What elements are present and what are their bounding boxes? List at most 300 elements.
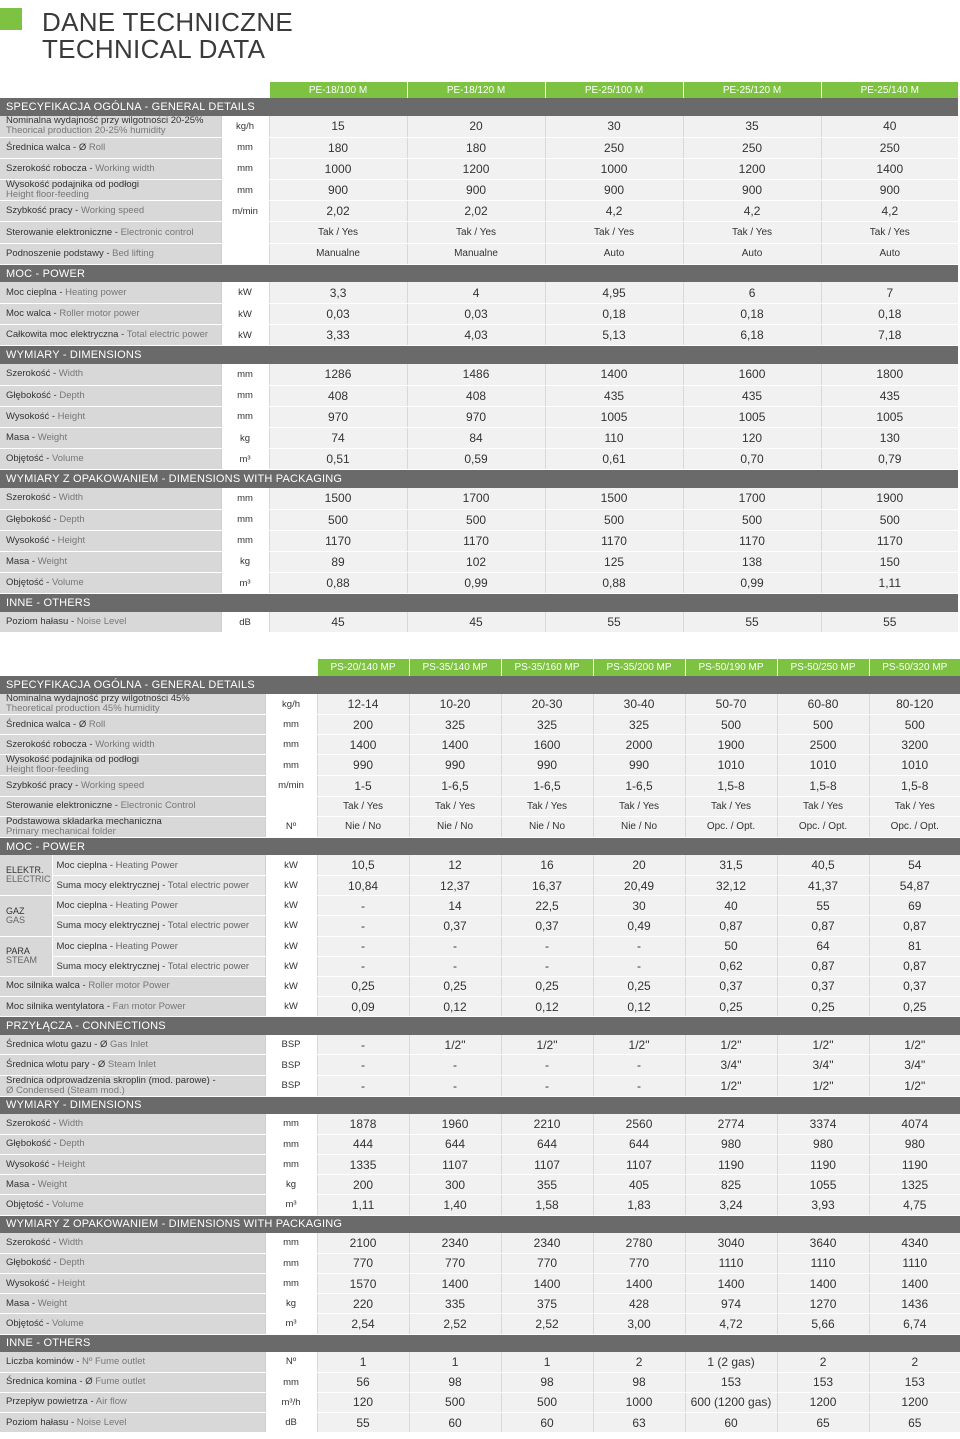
spec-label: [0, 1195, 265, 1215]
spec-label: [52, 916, 265, 936]
spec-value: 1,5-8: [869, 776, 960, 796]
spec-row: [0, 916, 960, 936]
spec-value: Nie / No: [501, 816, 593, 837]
spec-value: 41,37: [777, 875, 869, 895]
spec-value: 1/2": [685, 1075, 777, 1096]
spec-value: -: [593, 936, 685, 956]
spec-label-en: Working width: [95, 738, 155, 750]
spec-value: 1/2": [593, 1035, 685, 1055]
spec-value: 1400: [409, 1273, 501, 1293]
spec-label-en: Heating Power: [115, 900, 178, 912]
spec-value: 4074: [869, 1114, 960, 1134]
spec-value: 0,88: [269, 573, 407, 594]
spec-value: 7,18: [821, 325, 958, 346]
spec-value: 2,52: [501, 1314, 593, 1334]
spec-row: [0, 137, 958, 158]
spec-value: 2,02: [269, 201, 407, 222]
spec-label-pl: Nominalna wydajność przy wilgotności 20-25%: [6, 116, 204, 127]
spec-value: Opc. / Opt.: [685, 816, 777, 837]
spec-label: [0, 1253, 265, 1273]
spec-row: [0, 896, 960, 916]
spec-value: 1: [501, 1352, 593, 1372]
spec-value: 1005: [683, 406, 821, 427]
spec-value: 1570: [317, 1273, 409, 1293]
spec-unit: mm: [265, 715, 317, 735]
spec-row: [0, 282, 958, 303]
spec-value: 0,51: [269, 449, 407, 470]
page-title-pl: DANE TECHNICZNE: [42, 7, 294, 37]
spec-value: Tak / Yes: [317, 796, 409, 816]
spec-label: [0, 694, 265, 715]
spec-value: 408: [407, 385, 545, 406]
spec-value: 30: [593, 896, 685, 916]
spec-unit: mm: [221, 180, 269, 201]
spec-value: 6,18: [683, 325, 821, 346]
spec-value: Tak / Yes: [407, 222, 545, 243]
spec-value: -: [593, 1075, 685, 1096]
spec-label-pl: Średnica komina - Ø: [6, 1376, 96, 1388]
spec-label-en: Working speed: [80, 205, 145, 217]
spec-label: [0, 406, 221, 427]
spec-label: [0, 158, 221, 179]
spec-value: 45: [269, 612, 407, 633]
spec-unit: mm: [221, 509, 269, 530]
spec-value: 3,3: [269, 282, 407, 303]
spec-value: 120: [683, 427, 821, 448]
spec-value: 375: [501, 1294, 593, 1314]
spec-value: 2500: [777, 735, 869, 755]
spec-value: 1400: [777, 1273, 869, 1293]
spec-value: 40: [685, 896, 777, 916]
spec-unit: kW: [221, 282, 269, 303]
spec-value: 15: [269, 116, 407, 137]
spec-value: -: [409, 1075, 501, 1096]
spec-value: 250: [821, 137, 958, 158]
spec-label-en: Heating Power: [115, 940, 178, 952]
spec-label-en: Total electric power: [126, 329, 209, 341]
spec-value: 50: [685, 936, 777, 956]
spec-value: 0,25: [593, 976, 685, 996]
section-header: [0, 98, 958, 116]
spec-value: 0,79: [821, 449, 958, 470]
spec-value: -: [317, 1035, 409, 1055]
spec-row: [0, 1294, 960, 1314]
spec-value: 1878: [317, 1114, 409, 1134]
spec-value: 55: [777, 896, 869, 916]
spec-value: 1500: [269, 488, 407, 509]
spec-label-pl: Średnica wlotu pary - Ø: [6, 1059, 108, 1071]
section-title: MOC - POWER: [0, 264, 958, 282]
header-spacer: [0, 82, 269, 98]
spec-value: 3/4": [777, 1055, 869, 1075]
spec-value: 3,24: [685, 1195, 777, 1215]
spec-label: [0, 1314, 265, 1334]
spec-value: 6: [683, 282, 821, 303]
spec-label-en: Working width: [95, 162, 155, 174]
header-spacer: [0, 659, 317, 676]
spec-value: 435: [821, 385, 958, 406]
spec-label: [0, 385, 221, 406]
spec-unit: mm: [265, 1155, 317, 1175]
spec-label: [0, 1372, 265, 1392]
spec-value: 0,37: [501, 916, 593, 936]
spec-label-en: Roll: [88, 718, 106, 730]
spec-label-en: Roll: [88, 141, 106, 153]
spec-label-pl: Liczba kominów -: [6, 1355, 83, 1367]
spec-value: 153: [777, 1372, 869, 1392]
spec-label: [52, 956, 265, 976]
spec-label-en: Heating Power: [115, 859, 178, 871]
spec-value: 60-80: [777, 694, 869, 715]
spec-value: Nie / No: [409, 816, 501, 837]
section-title: WYMIARY - DIMENSIONS: [0, 1096, 960, 1114]
spec-value: 1,83: [593, 1195, 685, 1215]
spec-value: 1 (2 gas): [685, 1352, 777, 1372]
spec-value: 0,18: [545, 304, 683, 325]
spec-label-pl: Szerokość robocza -: [6, 162, 96, 174]
spec-value: Auto: [545, 243, 683, 264]
spec-value: 250: [545, 137, 683, 158]
spec-value: 1,40: [409, 1195, 501, 1215]
spec-label-pl: Moc walca -: [6, 308, 60, 320]
spec-unit: kW: [265, 976, 317, 996]
spec-row: [0, 715, 960, 735]
spec-value: 1325: [869, 1175, 960, 1195]
spec-label-pl: Głębokość -: [6, 1257, 60, 1269]
spec-value: 1055: [777, 1175, 869, 1195]
spec-value: 98: [409, 1372, 501, 1392]
spec-label-pl: Całkowita moc elektryczna -: [6, 329, 127, 341]
spec-label: [0, 530, 221, 551]
spec-value: 1800: [821, 364, 958, 385]
spec-unit: kW: [221, 325, 269, 346]
group-label-pl: PARA: [6, 946, 30, 957]
spec-unit: m³/h: [265, 1392, 317, 1412]
spec-label: [0, 1352, 265, 1372]
spec-row: [0, 222, 958, 243]
spec-value: Tak / Yes: [593, 796, 685, 816]
spec-value: 0,09: [317, 997, 409, 1017]
section-title: PRZYŁĄCZA - CONNECTIONS: [0, 1017, 960, 1035]
spec-label: [0, 715, 265, 735]
spec-value: 0,12: [501, 997, 593, 1017]
spec-value: 1400: [685, 1273, 777, 1293]
spec-value: 2,02: [407, 201, 545, 222]
spec-row: [0, 1273, 960, 1293]
spec-value: 500: [407, 509, 545, 530]
spec-value: 1005: [545, 406, 683, 427]
spec-value: 990: [593, 755, 685, 776]
spec-label-en: Height floor-feeding: [6, 764, 89, 776]
spec-label-en: Weight: [37, 432, 68, 444]
spec-value: -: [317, 896, 409, 916]
spec-value: 5,13: [545, 325, 683, 346]
spec-value: 40: [821, 116, 958, 137]
spec-value: 180: [269, 137, 407, 158]
spec-value: 54,87: [869, 875, 960, 895]
spec-value: 138: [683, 551, 821, 572]
spec-value: 1960: [409, 1114, 501, 1134]
spec-unit: BSP: [265, 1035, 317, 1055]
model-name: PE-25/140 M: [821, 82, 958, 98]
spec-value: Manualne: [407, 243, 545, 264]
spec-row: [0, 735, 960, 755]
spec-value: 0,37: [685, 976, 777, 996]
spec-row: [0, 325, 958, 346]
spec-label-en: Depth: [59, 389, 85, 401]
spec-value: 1700: [407, 488, 545, 509]
spec-row: [0, 201, 958, 222]
spec-value: 1400: [821, 158, 958, 179]
spec-label: [0, 1075, 265, 1096]
spec-label-en: Width: [58, 1117, 84, 1129]
spec-value: 60: [501, 1413, 593, 1433]
spec-value: 1400: [545, 364, 683, 385]
spec-value: 1400: [593, 1273, 685, 1293]
spec-row: [0, 573, 958, 594]
spec-unit: mm: [221, 364, 269, 385]
power-group-label: [0, 936, 52, 976]
spec-value: 0,25: [409, 976, 501, 996]
spec-label: [0, 1294, 265, 1314]
spec-row: [0, 1413, 960, 1433]
spec-label-pl: Szerokość -: [6, 492, 59, 504]
spec-value: 900: [407, 180, 545, 201]
spec-value: 55: [317, 1413, 409, 1433]
spec-label-pl: Szerokość -: [6, 1236, 59, 1248]
spec-unit: mm: [265, 1114, 317, 1134]
spec-label-pl: Objętość -: [6, 1198, 52, 1210]
spec-label: [0, 1273, 265, 1293]
spec-label: [52, 896, 265, 916]
spec-row: [0, 509, 958, 530]
spec-value: 63: [593, 1413, 685, 1433]
spec-value: 1170: [821, 530, 958, 551]
spec-value: 1400: [409, 735, 501, 755]
spec-value: 770: [409, 1253, 501, 1273]
spec-value: 770: [501, 1253, 593, 1273]
spec-value: 1: [317, 1352, 409, 1372]
spec-value: 1170: [683, 530, 821, 551]
spec-value: 0,87: [869, 956, 960, 976]
spec-value: 55: [683, 612, 821, 633]
spec-value: 125: [545, 551, 683, 572]
spec-value: 98: [593, 1372, 685, 1392]
spec-value: 1/2": [409, 1035, 501, 1055]
section-header: [0, 1017, 960, 1035]
spec-value: 1/2": [501, 1035, 593, 1055]
spec-unit: kg/h: [265, 694, 317, 715]
spec-value: 80-120: [869, 694, 960, 715]
spec-label-pl: Moc cieplna -: [56, 940, 116, 952]
spec-value: 3200: [869, 735, 960, 755]
spec-label-pl: Wysokość podajnika od podłogi: [6, 754, 139, 766]
spec-value: 0,87: [869, 916, 960, 936]
spec-value: 990: [501, 755, 593, 776]
spec-label-en: Volume: [51, 1198, 84, 1210]
spec-unit: mm: [221, 488, 269, 509]
spec-row: [0, 530, 958, 551]
spec-label-en: Height: [57, 1158, 86, 1170]
spec-label-en: Noise Level: [76, 616, 127, 628]
spec-label: [0, 325, 221, 346]
spec-label-en: Weight: [37, 555, 68, 567]
spec-value: 1170: [269, 530, 407, 551]
spec-label-en: Heating power: [65, 286, 127, 298]
spec-value: -: [409, 1055, 501, 1075]
spec-value: 0,12: [409, 997, 501, 1017]
spec-label-pl: Głębokość -: [6, 513, 60, 525]
spec-value: 1107: [501, 1155, 593, 1175]
spec-unit: kg: [265, 1175, 317, 1195]
spec-label: [0, 488, 221, 509]
spec-value: 110: [545, 427, 683, 448]
spec-label-en: Theorical production 20-25% humidity: [6, 125, 166, 137]
spec-label-en: Volume: [51, 577, 84, 589]
spec-unit: kW: [265, 896, 317, 916]
spec-value: 3374: [777, 1114, 869, 1134]
spec-label-en: Width: [58, 492, 84, 504]
spec-label: [0, 755, 265, 776]
spec-value: 81: [869, 936, 960, 956]
spec-label-pl: Szerokość -: [6, 1117, 59, 1129]
model-name: PS-20/140 MP: [317, 659, 409, 676]
spec-value: 4340: [869, 1233, 960, 1253]
spec-row: [0, 976, 960, 996]
spec-value: 31,5: [685, 855, 777, 875]
spec-value: 98: [501, 1372, 593, 1392]
spec-value: 1010: [685, 755, 777, 776]
spec-label-pl: Moc cieplna -: [56, 859, 116, 871]
spec-value: 435: [683, 385, 821, 406]
spec-row: [0, 385, 958, 406]
spec-label-pl: Wysokość podajnika od podłogi: [6, 179, 139, 191]
spec-value: 1110: [777, 1253, 869, 1273]
spec-unit: mm: [221, 158, 269, 179]
spec-label-pl: Wysokość -: [6, 410, 58, 422]
spec-value: 1,5-8: [777, 776, 869, 796]
spec-value: 1190: [777, 1155, 869, 1175]
spec-unit: [221, 222, 269, 243]
spec-value: 16: [501, 855, 593, 875]
spec-value: 2210: [501, 1114, 593, 1134]
spec-value: 325: [501, 715, 593, 735]
spec-value: 69: [869, 896, 960, 916]
spec-value: 1400: [869, 1273, 960, 1293]
spec-value: 500: [501, 1392, 593, 1412]
spec-value: 1-6,5: [501, 776, 593, 796]
spec-value: 40,5: [777, 855, 869, 875]
spec-label: [0, 282, 221, 303]
spec-value: Tak / Yes: [777, 796, 869, 816]
spec-value: 64: [777, 936, 869, 956]
model-name: PE-25/120 M: [683, 82, 821, 98]
spec-unit: kW: [265, 936, 317, 956]
spec-value: 153: [685, 1372, 777, 1392]
spec-value: 0,49: [593, 916, 685, 936]
spec-value: 0,25: [869, 997, 960, 1017]
spec-value: 20: [593, 855, 685, 875]
spec-value: 4,2: [683, 201, 821, 222]
spec-value: 325: [409, 715, 501, 735]
spec-value: 1335: [317, 1155, 409, 1175]
spec-value: -: [409, 956, 501, 976]
model-name: PE-18/120 M: [407, 82, 545, 98]
spec-label: [0, 243, 221, 264]
spec-value: -: [317, 916, 409, 936]
spec-unit: mm: [221, 385, 269, 406]
spec-row: [0, 612, 958, 633]
spec-label-pl: Poziom hałasu -: [6, 616, 77, 628]
spec-value: 1005: [821, 406, 958, 427]
spec-value: Opc. / Opt.: [777, 816, 869, 837]
spec-label-en: Total electric power: [167, 960, 250, 972]
spec-value: -: [593, 956, 685, 976]
spec-value: 32,12: [685, 875, 777, 895]
spec-label-pl: Szerokość -: [6, 368, 59, 380]
spec-unit: mm: [221, 137, 269, 158]
spec-row: [0, 776, 960, 796]
spec-label-en: Width: [58, 1236, 84, 1248]
spec-row: [0, 180, 958, 201]
spec-label: [0, 816, 265, 837]
spec-row: [0, 755, 960, 776]
spec-unit: m³: [221, 449, 269, 470]
spec-unit: mm: [265, 1253, 317, 1273]
spec-value: -: [317, 1075, 409, 1096]
spec-label: [0, 427, 221, 448]
spec-label-en: Roller motor Power: [88, 980, 170, 992]
spec-value: 220: [317, 1294, 409, 1314]
section-title: WYMIARY Z OPAKOWANIEM - DIMENSIONS WITH PACKAGING: [0, 1215, 960, 1233]
spec-value: 990: [317, 755, 409, 776]
spec-unit: mm: [265, 1372, 317, 1392]
spec-value: 0,25: [685, 997, 777, 1017]
spec-label: [0, 796, 265, 816]
spec-label: [0, 201, 221, 222]
spec-value: Auto: [683, 243, 821, 264]
spec-row: [0, 116, 958, 137]
spec-value: 0,87: [685, 916, 777, 936]
spec-label: [0, 735, 265, 755]
spec-value: 2100: [317, 1233, 409, 1253]
spec-value: 1/2": [777, 1035, 869, 1055]
section-title: WYMIARY - DIMENSIONS: [0, 346, 958, 364]
spec-label-en: Ø Condensed (Steam mod.): [6, 1084, 125, 1096]
spec-value: 1/2": [869, 1035, 960, 1055]
spec-value: 644: [593, 1134, 685, 1154]
section-title: MOC - POWER: [0, 837, 960, 855]
spec-value: 2340: [409, 1233, 501, 1253]
spec-value: 150: [821, 551, 958, 572]
spec-label-pl: Nominalna wydajność przy wilgotności 45%: [6, 694, 190, 704]
spec-value: 54: [869, 855, 960, 875]
spec-value: 3,93: [777, 1195, 869, 1215]
spec-value: 0,37: [777, 976, 869, 996]
spec-label: [0, 976, 265, 996]
spec-value: 1/2": [777, 1075, 869, 1096]
spec-label-pl: Moc silnika walca -: [6, 980, 89, 992]
spec-value: 0,99: [683, 573, 821, 594]
spec-value: -: [501, 956, 593, 976]
spec-unit: m³: [265, 1195, 317, 1215]
section-header: [0, 1215, 960, 1233]
spec-value: 65: [777, 1413, 869, 1433]
spec-value: 0,88: [545, 573, 683, 594]
spec-unit: m³: [265, 1314, 317, 1334]
spec-unit: m³: [221, 573, 269, 594]
spec-value: 1010: [869, 755, 960, 776]
